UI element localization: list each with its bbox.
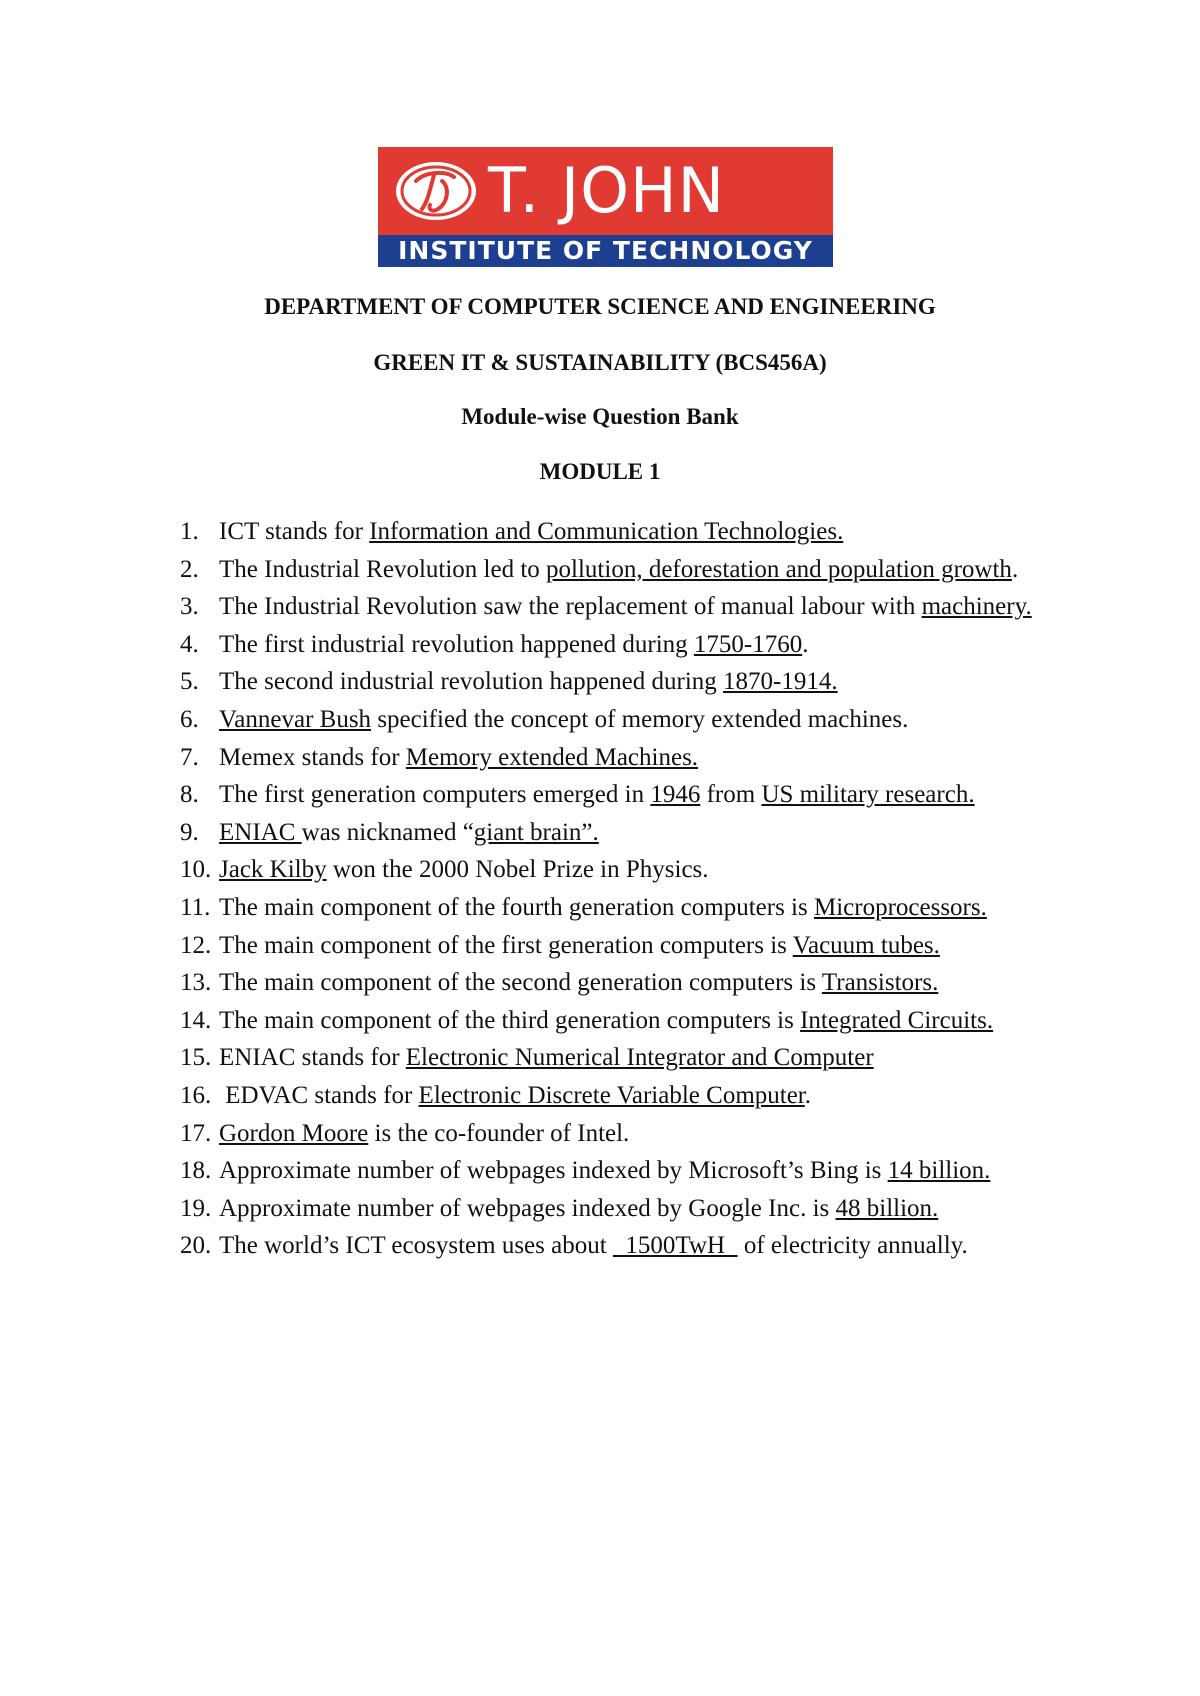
department-heading: DEPARTMENT OF COMPUTER SCIENCE AND ENGINEERING — [264, 294, 936, 319]
question-item: 12. The main component of the first generation computers is Vacuum tubes. — [180, 927, 1062, 965]
question-number: 8. — [180, 781, 199, 809]
answer-text: 48 billion. — [835, 1194, 939, 1222]
question-item: 10. Jack Kilby won the 2000 Nobel Prize in Physics. — [180, 851, 1062, 889]
question-number: 5. — [180, 668, 199, 696]
question-number: 10. — [180, 856, 212, 884]
question-item: 13. The main component of the second generation computers is Transistors. — [180, 964, 1062, 1002]
question-item: 18. Approximate number of webpages indexed by Microsoft’s Bing is 14 billion. — [180, 1152, 1062, 1190]
answer-text: Electronic Numerical Integrator and Computer — [405, 1044, 874, 1072]
document-subtitle: Module-wise Question Bank — [461, 404, 739, 429]
question-number: 9. — [180, 818, 199, 846]
module-heading: MODULE 1 — [539, 459, 661, 484]
question-number: 1. — [180, 518, 199, 545]
answer-text: Information and Communication Technologies. — [369, 518, 844, 545]
answer-text: Vannevar Bush — [219, 705, 372, 733]
logo-subtitle-band: INSTITUTE OF TECHNOLOGY — [378, 235, 833, 267]
question-number: 3. — [180, 593, 199, 621]
question-item: 15. ENIAC stands for Electronic Numerical Integrator and Computer — [180, 1039, 1062, 1077]
question-item: 11. The main component of the fourth generation computers is Microprocessors. — [180, 889, 1062, 927]
question-number: 13. — [180, 969, 212, 997]
question-number: 7. — [180, 743, 199, 771]
question-number: 6. — [180, 705, 199, 733]
question-item: 20. The world’s ICT ecosystem uses about 1500TwH of electricity annually. — [180, 1227, 1062, 1265]
answer-text: 1750-1760 — [693, 630, 803, 658]
answer-text: pollution, deforestation and population growth — [546, 555, 1012, 583]
answer-text: 1870-1914. — [723, 668, 838, 696]
institute-logo — [378, 147, 833, 267]
question-item: 8. The first generation computers emerged in 1946 from US military research. — [180, 776, 1062, 814]
answer-text: Microprocessors. — [813, 893, 987, 921]
question-list — [180, 513, 1062, 1265]
answer-text: 1500TwH — [612, 1232, 738, 1260]
tj-monogram-icon — [392, 157, 480, 225]
question-item: 6. Vannevar Bush specified the concept of memory extended machines. — [180, 701, 1062, 739]
question-number: 4. — [180, 630, 199, 658]
answer-text: ENIAC — [219, 818, 302, 846]
answer-text: 1946 — [650, 781, 701, 809]
question-item: 17. Gordon Moore is the co-founder of Intel. — [180, 1115, 1062, 1153]
answer-text: 14 billion. — [887, 1157, 991, 1185]
answer-text: Gordon Moore — [219, 1119, 369, 1147]
answer-text: Jack Kilby — [219, 856, 327, 884]
question-number: 2. — [180, 555, 199, 583]
question-item: 19. Approximate number of webpages indexed by Google Inc. is 48 billion. — [180, 1190, 1062, 1228]
answer-text: Memory extended Machines. — [405, 743, 699, 771]
question-number: 18. — [180, 1157, 212, 1185]
answer-text: Electronic Discrete Variable Computer — [418, 1081, 805, 1109]
question-item: 9. ENIAC was nicknamed “giant brain”. — [180, 814, 1062, 852]
course-heading: GREEN IT & SUSTAINABILITY (BCS456A) — [373, 350, 827, 375]
question-item: 7. Memex stands for Memory extended Machines. — [180, 739, 1062, 777]
question-item: 14. The main component of the third generation computers is Integrated Circuits. — [180, 1002, 1062, 1040]
question-number: 17. — [180, 1119, 212, 1147]
question-item: 5. The second industrial revolution happened during 1870-1914. — [180, 663, 1062, 701]
question-number: 12. — [180, 931, 212, 959]
answer-text: giant brain”. — [473, 818, 599, 846]
question-number: 19. — [180, 1194, 212, 1222]
question-number: 20. — [180, 1232, 212, 1260]
question-item: 2. The Industrial Revolution led to pollution, deforestation and population growth. — [180, 551, 1062, 589]
question-item: 16. EDVAC stands for Electronic Discrete Variable Computer. — [180, 1077, 1062, 1115]
question-number: 16. — [180, 1081, 212, 1109]
logo-title: T. JOHN — [488, 154, 726, 227]
question-item: 4. The first industrial revolution happened during 1750-1760. — [180, 626, 1062, 664]
answer-text: Vacuum tubes. — [792, 931, 940, 959]
answer-text: Integrated Circuits. — [800, 1006, 994, 1034]
question-number: 14. — [180, 1006, 212, 1034]
question-item: 3. The Industrial Revolution saw the replacement of manual labour with machinery. — [180, 588, 1062, 626]
answer-text: machinery. — [921, 593, 1032, 621]
answer-text: US military research. — [761, 781, 975, 809]
question-number: 15. — [180, 1044, 212, 1072]
answer-text: Transistors. — [821, 969, 939, 997]
question-item: 1. ICT stands for Information and Communication Technologies. — [180, 513, 1062, 551]
question-number: 11. — [180, 893, 211, 921]
